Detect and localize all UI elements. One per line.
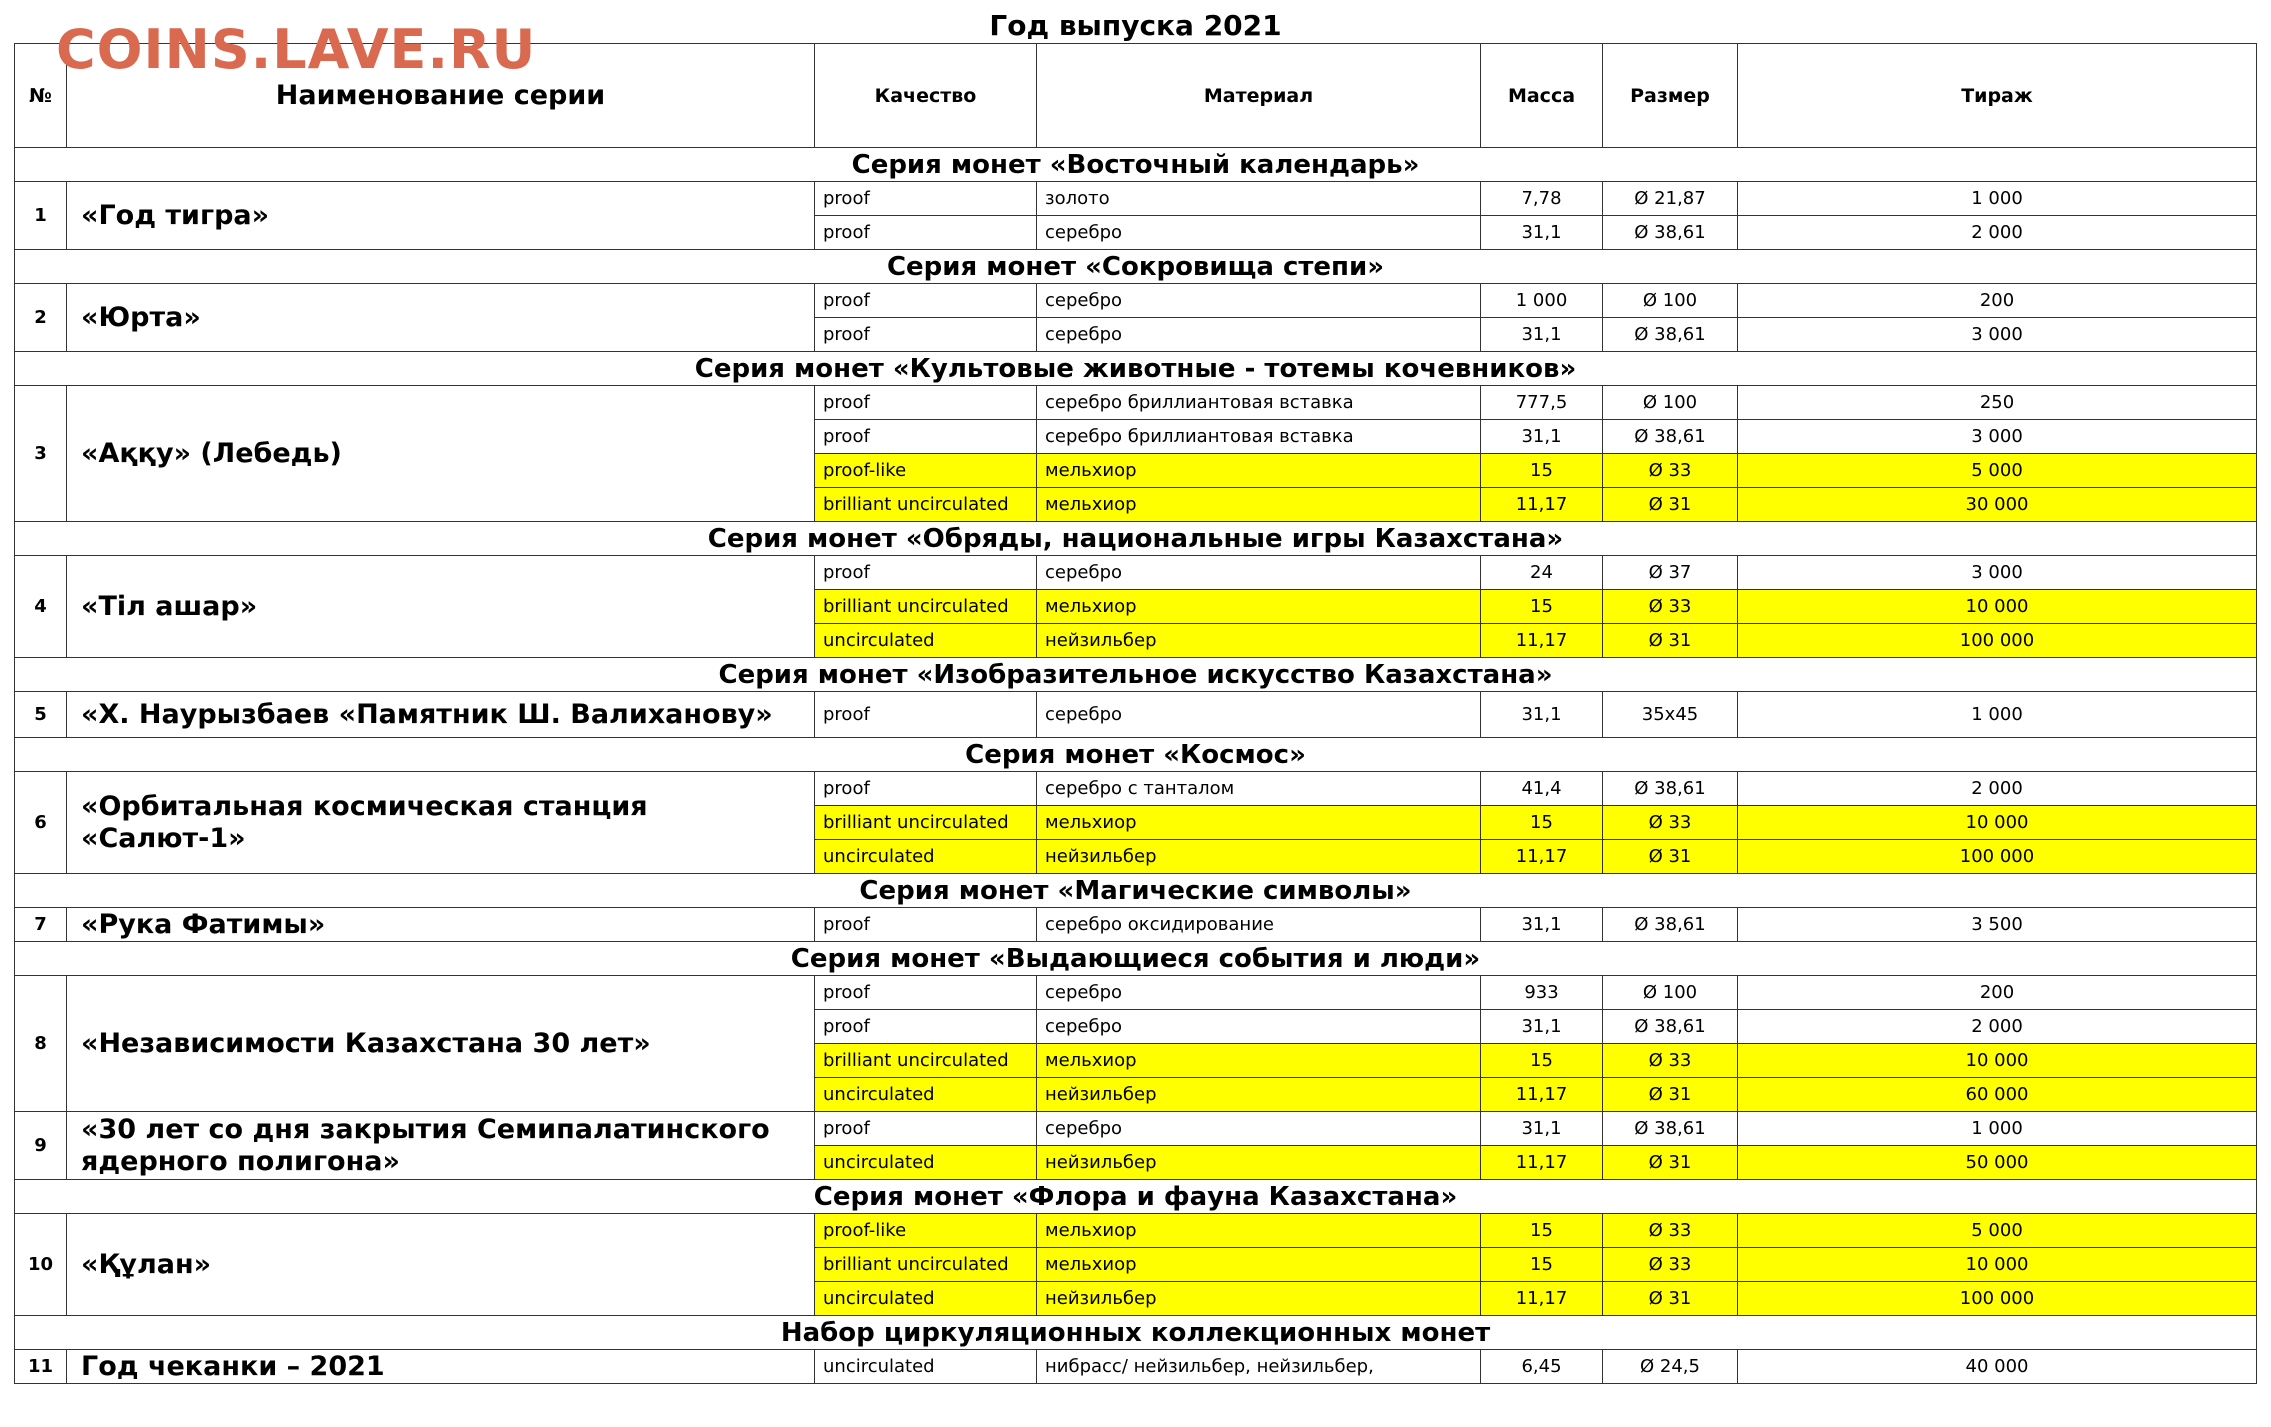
material-cell: серебро оксидирование: [1037, 908, 1481, 942]
material-cell: нейзильбер: [1037, 1078, 1481, 1112]
coin-name: «Құлан»: [67, 1214, 815, 1316]
mass-cell: 31,1: [1481, 420, 1603, 454]
size-cell: Ø 31: [1603, 1146, 1738, 1180]
mintage-cell: 1 000: [1738, 182, 2257, 216]
series-title: Серия монет «Флора и фауна Казахстана»: [15, 1180, 2257, 1214]
quality-cell: proof-like: [815, 1214, 1037, 1248]
size-cell: Ø 38,61: [1603, 908, 1738, 942]
material-cell: серебро: [1037, 976, 1481, 1010]
row-number: 8: [15, 976, 67, 1112]
mintage-cell: 3 000: [1738, 420, 2257, 454]
size-cell: Ø 33: [1603, 1044, 1738, 1078]
mass-cell: 31,1: [1481, 692, 1603, 738]
mintage-cell: 100 000: [1738, 624, 2257, 658]
row-number: 5: [15, 692, 67, 738]
mintage-cell: 60 000: [1738, 1078, 2257, 1112]
coin-name: «Тіл ашар»: [67, 556, 815, 658]
mass-cell: 11,17: [1481, 1282, 1603, 1316]
table-body: [15, 148, 2257, 1384]
quality-cell: uncirculated: [815, 1146, 1037, 1180]
series-row: [15, 874, 2257, 908]
header-mintage: Тираж: [1738, 44, 2257, 148]
mass-cell: 15: [1481, 1248, 1603, 1282]
mintage-cell: 30 000: [1738, 488, 2257, 522]
mintage-cell: 5 000: [1738, 1214, 2257, 1248]
series-row: [15, 738, 2257, 772]
quality-cell: uncirculated: [815, 1282, 1037, 1316]
header-quality: Качество: [815, 44, 1037, 148]
size-cell: Ø 33: [1603, 590, 1738, 624]
mass-cell: 31,1: [1481, 216, 1603, 250]
table-row: [15, 1350, 2257, 1384]
series-title: Серия монет «Магические символы»: [15, 874, 2257, 908]
mintage-cell: 200: [1738, 976, 2257, 1010]
material-cell: мельхиор: [1037, 1214, 1481, 1248]
material-cell: серебро бриллиантовая вставка: [1037, 386, 1481, 420]
mintage-cell: 50 000: [1738, 1146, 2257, 1180]
coin-name: «Рука Фатимы»: [67, 908, 815, 942]
material-cell: мельхиор: [1037, 1248, 1481, 1282]
mintage-cell: 100 000: [1738, 1282, 2257, 1316]
quality-cell: proof: [815, 318, 1037, 352]
material-cell: золото: [1037, 182, 1481, 216]
mintage-cell: 10 000: [1738, 806, 2257, 840]
material-cell: серебро: [1037, 216, 1481, 250]
quality-cell: proof: [815, 420, 1037, 454]
row-number: 11: [15, 1350, 67, 1384]
quality-cell: proof: [815, 772, 1037, 806]
header-name: Наименование серии: [67, 44, 815, 148]
mintage-cell: 3 000: [1738, 556, 2257, 590]
material-cell: серебро с танталом: [1037, 772, 1481, 806]
mintage-cell: 3 500: [1738, 908, 2257, 942]
series-row: [15, 942, 2257, 976]
table-row: [15, 1112, 2257, 1146]
size-cell: Ø 100: [1603, 284, 1738, 318]
coin-name: «Аққу» (Лебедь): [67, 386, 815, 522]
material-cell: нибрасс/ нейзильбер, нейзильбер,: [1037, 1350, 1481, 1384]
mass-cell: 15: [1481, 806, 1603, 840]
series-title: Серия монет «Космос»: [15, 738, 2257, 772]
material-cell: серебро: [1037, 692, 1481, 738]
mintage-cell: 10 000: [1738, 590, 2257, 624]
coin-name: «Независимости Казахстана 30 лет»: [67, 976, 815, 1112]
mass-cell: 41,4: [1481, 772, 1603, 806]
series-title: Серия монет «Восточный календарь»: [15, 148, 2257, 182]
table-row: [15, 976, 2257, 1010]
size-cell: 35x45: [1603, 692, 1738, 738]
mass-cell: 15: [1481, 1044, 1603, 1078]
quality-cell: proof: [815, 386, 1037, 420]
mintage-cell: 5 000: [1738, 454, 2257, 488]
mintage-cell: 250: [1738, 386, 2257, 420]
quality-cell: proof-like: [815, 454, 1037, 488]
series-title: Серия монет «Выдающиеся события и люди»: [15, 942, 2257, 976]
mintage-cell: 2 000: [1738, 772, 2257, 806]
quality-cell: proof: [815, 216, 1037, 250]
series-title: Серия монет «Сокровища степи»: [15, 250, 2257, 284]
table-row: [15, 692, 2257, 738]
size-cell: Ø 100: [1603, 976, 1738, 1010]
quality-cell: proof: [815, 284, 1037, 318]
row-number: 9: [15, 1112, 67, 1180]
series-title: Набор циркуляционных коллекционных монет: [15, 1316, 2257, 1350]
mintage-cell: 3 000: [1738, 318, 2257, 352]
series-row: [15, 148, 2257, 182]
coin-name: «Юрта»: [67, 284, 815, 352]
size-cell: Ø 31: [1603, 1078, 1738, 1112]
material-cell: нейзильбер: [1037, 1282, 1481, 1316]
coin-name: «Год тигра»: [67, 182, 815, 250]
quality-cell: brilliant uncirculated: [815, 590, 1037, 624]
mass-cell: 11,17: [1481, 488, 1603, 522]
quality-cell: brilliant uncirculated: [815, 806, 1037, 840]
mintage-cell: 2 000: [1738, 216, 2257, 250]
mintage-cell: 40 000: [1738, 1350, 2257, 1384]
size-cell: Ø 24,5: [1603, 1350, 1738, 1384]
coin-name: «Х. Наурызбаев «Памятник Ш. Валиханову»: [67, 692, 815, 738]
mass-cell: 15: [1481, 590, 1603, 624]
coin-name: Год чеканки – 2021: [67, 1350, 815, 1384]
watermark: COINS.LAVE.RU: [56, 18, 537, 81]
mass-cell: 15: [1481, 454, 1603, 488]
series-row: [15, 522, 2257, 556]
mintage-cell: 200: [1738, 284, 2257, 318]
quality-cell: proof: [815, 1010, 1037, 1044]
size-cell: Ø 38,61: [1603, 1010, 1738, 1044]
table-row: [15, 182, 2257, 216]
quality-cell: uncirculated: [815, 1350, 1037, 1384]
material-cell: серебро: [1037, 284, 1481, 318]
quality-cell: proof: [815, 182, 1037, 216]
mass-cell: 7,78: [1481, 182, 1603, 216]
material-cell: мельхиор: [1037, 590, 1481, 624]
quality-cell: proof: [815, 908, 1037, 942]
size-cell: Ø 31: [1603, 624, 1738, 658]
table-row: [15, 556, 2257, 590]
row-number: 10: [15, 1214, 67, 1316]
size-cell: Ø 21,87: [1603, 182, 1738, 216]
table-row: [15, 908, 2257, 942]
coin-name: «30 лет со дня закрытия Семипалатинского ядерного полигона»: [67, 1112, 815, 1180]
quality-cell: uncirculated: [815, 840, 1037, 874]
material-cell: серебро: [1037, 556, 1481, 590]
mintage-cell: 1 000: [1738, 1112, 2257, 1146]
size-cell: Ø 33: [1603, 1214, 1738, 1248]
quality-cell: brilliant uncirculated: [815, 488, 1037, 522]
material-cell: серебро: [1037, 318, 1481, 352]
material-cell: мельхиор: [1037, 488, 1481, 522]
size-cell: Ø 38,61: [1603, 420, 1738, 454]
series-row: [15, 250, 2257, 284]
table-row: [15, 284, 2257, 318]
material-cell: мельхиор: [1037, 1044, 1481, 1078]
series-title: Серия монет «Культовые животные - тотемы кочевников»: [15, 352, 2257, 386]
mintage-cell: 100 000: [1738, 840, 2257, 874]
size-cell: Ø 31: [1603, 1282, 1738, 1316]
mass-cell: 31,1: [1481, 318, 1603, 352]
page-title: Год выпуска 2021: [989, 9, 1282, 42]
size-cell: Ø 33: [1603, 806, 1738, 840]
series-row: [15, 1316, 2257, 1350]
mass-cell: 777,5: [1481, 386, 1603, 420]
mintage-cell: 2 000: [1738, 1010, 2257, 1044]
mass-cell: 24: [1481, 556, 1603, 590]
series-row: [15, 1180, 2257, 1214]
header-num: №: [15, 44, 67, 148]
material-cell: нейзильбер: [1037, 1146, 1481, 1180]
mass-cell: 31,1: [1481, 908, 1603, 942]
row-number: 6: [15, 772, 67, 874]
size-cell: Ø 38,61: [1603, 772, 1738, 806]
series-row: [15, 352, 2257, 386]
mass-cell: 31,1: [1481, 1112, 1603, 1146]
row-number: 4: [15, 556, 67, 658]
mintage-cell: 1 000: [1738, 692, 2257, 738]
quality-cell: brilliant uncirculated: [815, 1044, 1037, 1078]
material-cell: мельхиор: [1037, 806, 1481, 840]
mass-cell: 11,17: [1481, 624, 1603, 658]
quality-cell: proof: [815, 1112, 1037, 1146]
material-cell: серебро: [1037, 1112, 1481, 1146]
material-cell: нейзильбер: [1037, 840, 1481, 874]
mintage-cell: 10 000: [1738, 1248, 2257, 1282]
material-cell: серебро бриллиантовая вставка: [1037, 420, 1481, 454]
size-cell: Ø 38,61: [1603, 216, 1738, 250]
quality-cell: uncirculated: [815, 624, 1037, 658]
coin-name: «Орбитальная космическая станция «Салют-1»: [67, 772, 815, 874]
quality-cell: proof: [815, 976, 1037, 1010]
size-cell: Ø 38,61: [1603, 318, 1738, 352]
mass-cell: 11,17: [1481, 840, 1603, 874]
size-cell: Ø 38,61: [1603, 1112, 1738, 1146]
mass-cell: 6,45: [1481, 1350, 1603, 1384]
mass-cell: 31,1: [1481, 1010, 1603, 1044]
quality-cell: brilliant uncirculated: [815, 1248, 1037, 1282]
series-title: Серия монет «Обряды, национальные игры Казахстана»: [15, 522, 2257, 556]
quality-cell: proof: [815, 556, 1037, 590]
row-number: 2: [15, 284, 67, 352]
mass-cell: 933: [1481, 976, 1603, 1010]
mintage-cell: 10 000: [1738, 1044, 2257, 1078]
mass-cell: 11,17: [1481, 1146, 1603, 1180]
table-row: [15, 1214, 2257, 1248]
header-size: Размер: [1603, 44, 1738, 148]
row-number: 1: [15, 182, 67, 250]
size-cell: Ø 31: [1603, 488, 1738, 522]
table-row: [15, 386, 2257, 420]
series-title: Серия монет «Изобразительное искусство Казахстана»: [15, 658, 2257, 692]
mass-cell: 15: [1481, 1214, 1603, 1248]
size-cell: Ø 33: [1603, 454, 1738, 488]
quality-cell: uncirculated: [815, 1078, 1037, 1112]
header-mass: Масса: [1481, 44, 1603, 148]
row-number: 7: [15, 908, 67, 942]
series-row: [15, 658, 2257, 692]
material-cell: нейзильбер: [1037, 624, 1481, 658]
material-cell: мельхиор: [1037, 454, 1481, 488]
size-cell: Ø 100: [1603, 386, 1738, 420]
row-number: 3: [15, 386, 67, 522]
size-cell: Ø 31: [1603, 840, 1738, 874]
size-cell: Ø 37: [1603, 556, 1738, 590]
coin-table: [14, 43, 2257, 1384]
size-cell: Ø 33: [1603, 1248, 1738, 1282]
mass-cell: 11,17: [1481, 1078, 1603, 1112]
table-row: [15, 772, 2257, 806]
header-material: Материал: [1037, 44, 1481, 148]
quality-cell: proof: [815, 692, 1037, 738]
material-cell: серебро: [1037, 1010, 1481, 1044]
mass-cell: 1 000: [1481, 284, 1603, 318]
